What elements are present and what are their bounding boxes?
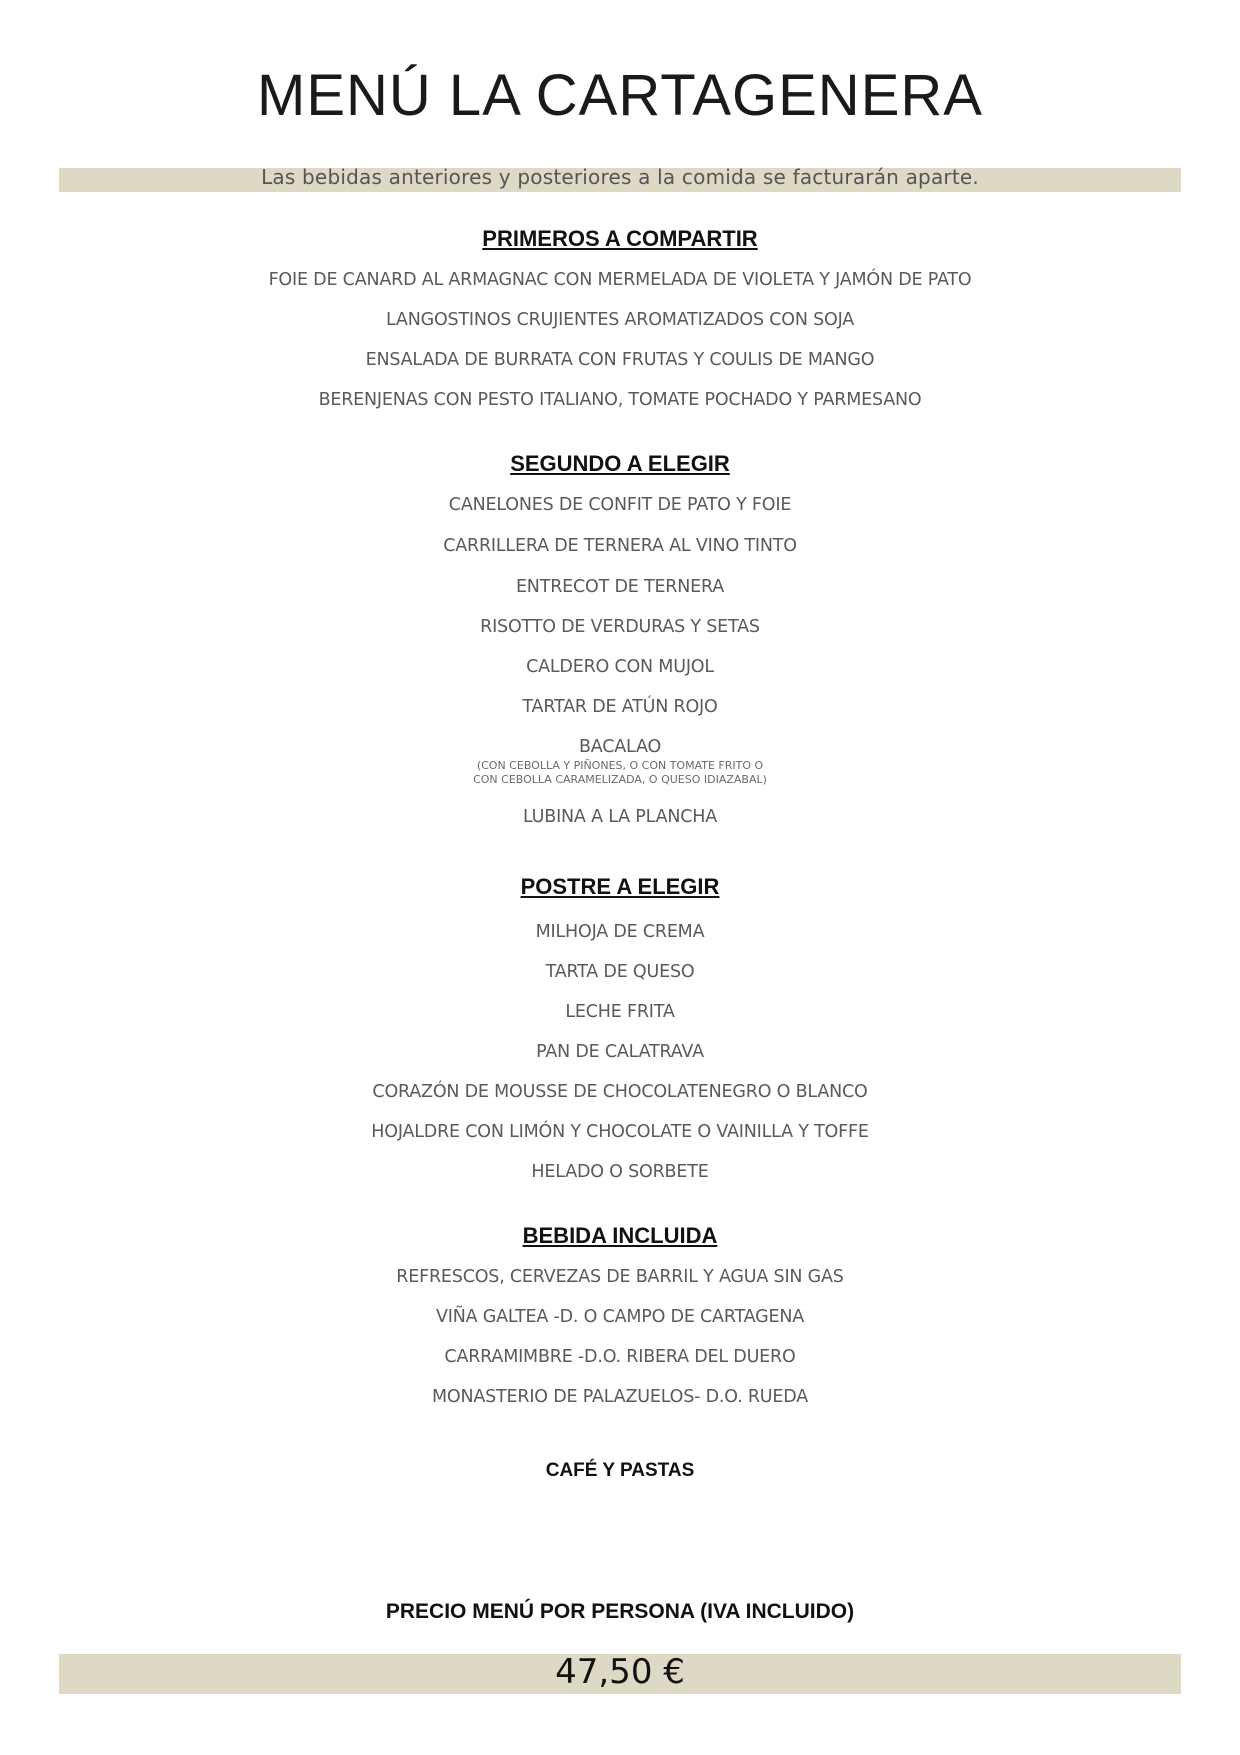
menu-item: PAN DE CALATRAVA xyxy=(536,1042,704,1062)
menu-item: MILHOJA DE CREMA xyxy=(535,922,705,942)
menu-item: FOIE DE CANARD AL ARMAGNAC CON MERMELADA DE VIOLETA Y JAMÓN DE PATO xyxy=(268,270,972,290)
menu-title: MENÚ LA CARTAGENERA xyxy=(257,63,983,128)
menu-item: CANELONES DE CONFIT DE PATO Y FOIE xyxy=(448,495,792,515)
menu-item: BERENJENAS CON PESTO ITALIANO, TOMATE POCHADO Y PARMESANO xyxy=(318,390,922,410)
menu-item: LECHE FRITA xyxy=(565,1002,675,1022)
menu-item: HOJALDRE CON LIMÓN Y CHOCOLATE O VAINILLA Y TOFFE xyxy=(371,1122,869,1142)
bacalao-note: (CON CEBOLLA Y PIÑONES, O CON TOMATE FRITO O xyxy=(476,759,764,772)
price-label: PRECIO MENÚ POR PERSONA (IVA INCLUIDO) xyxy=(385,1600,855,1623)
menu-item: CARRILLERA DE TERNERA AL VINO TINTO xyxy=(443,536,797,556)
menu-item: CORAZÓN DE MOUSSE DE CHOCOLATENEGRO O BLANCO xyxy=(372,1082,868,1102)
menu-item: LANGOSTINOS CRUJIENTES AROMATIZADOS CON SOJA xyxy=(385,310,855,330)
menu-item: VIÑA GALTEA -D. O CAMPO DE CARTAGENA xyxy=(436,1307,804,1327)
menu-item: HELADO O SORBETE xyxy=(531,1162,709,1182)
drinks-notice: Las bebidas anteriores y posteriores a la comida se facturarán aparte. xyxy=(261,165,979,189)
bacalao-note: CON CEBOLLA CARAMELIZADA, O QUESO IDIAZABAL) xyxy=(473,773,767,786)
menu-item: TARTA DE QUESO xyxy=(545,962,695,982)
menu-item: MONASTERIO DE PALAZUELOS- D.O. RUEDA xyxy=(431,1387,808,1407)
menu-item: BACALAO xyxy=(578,737,662,757)
price-value: 47,50 € xyxy=(555,1652,685,1692)
menu-item: CARRAMIMBRE -D.O. RIBERA DEL DUERO xyxy=(444,1347,796,1367)
menu-item: ENSALADA DE BURRATA CON FRUTAS Y COULIS DE MANGO xyxy=(365,350,875,370)
menu-item: CALDERO CON MUJOL xyxy=(526,657,714,677)
menu-item: REFRESCOS, CERVEZAS DE BARRIL Y AGUA SIN GAS xyxy=(396,1267,844,1287)
menu-item: RISOTTO DE VERDURAS Y SETAS xyxy=(480,617,760,637)
section-heading-bebida: BEBIDA INCLUIDA xyxy=(522,1223,718,1248)
cafe-y-pastas: CAFÉ Y PASTAS xyxy=(545,1460,695,1481)
section-heading-primeros: PRIMEROS A COMPARTIR xyxy=(482,226,758,251)
section-heading-segundo: SEGUNDO A ELEGIR xyxy=(510,451,730,476)
menu-item: TARTAR DE ATÚN ROJO xyxy=(522,697,718,717)
menu-item: LUBINA A LA PLANCHA xyxy=(522,807,717,827)
menu-item: ENTRECOT DE TERNERA xyxy=(515,577,725,597)
section-heading-postre: POSTRE A ELEGIR xyxy=(520,874,720,899)
